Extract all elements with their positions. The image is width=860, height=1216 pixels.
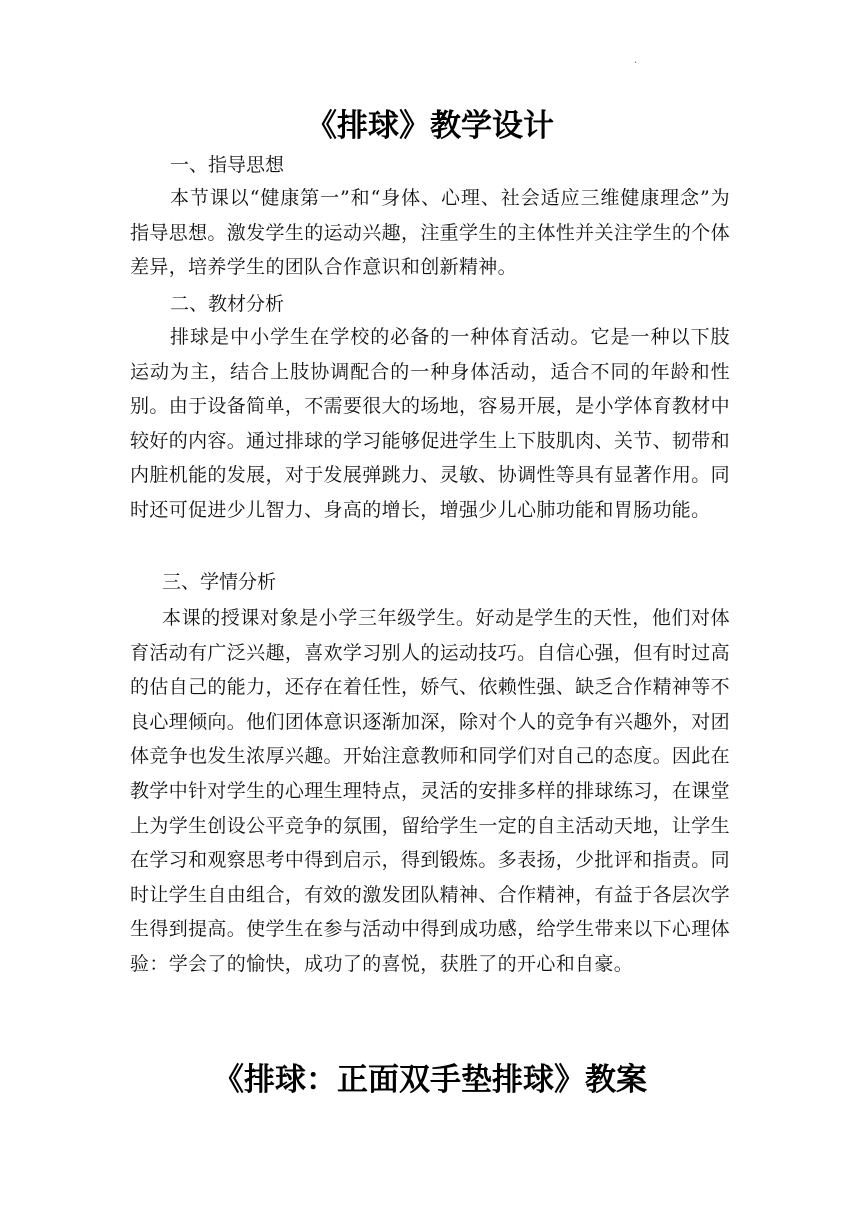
section-heading-material-analysis: 二、教材分析 — [170, 293, 285, 315]
lesson-plan-title: 《排球：正面双手垫排球》教案 — [213, 1062, 647, 1098]
document-title: 《排球》教学设计 — [306, 108, 554, 144]
section-body-guiding-thought: 本节课以“健康第一”和“身体、心理、社会适应三维健康理念”为指导思想。激发学生的运动兴趣，注重学生的主体性并关注学生的个体差异，培养学生的团队合作意识和创新精神。 — [130, 187, 730, 279]
section-body-learner-analysis: 本课的授课对象是小学三年级学生。好动是学生的天性，他们对体育活动有广泛兴趣，喜欢学习别人的运动技巧。自信心强，但有时过高的估自己的能力，还存在着任性，娇气、依赖性强、缺乏合作精神等不良心理倾向。他们团体意识逐渐加深，除对个人的竞争有兴趣外，对团体竞争也发生浓厚兴趣。开始注意教师和同学们对自己的态度。因此在教学中针对学生的心理生理特点，灵活的安排多样的排球练习，在课堂上为学生创设公平竞争的氛围，留给学生一定的自主活动天地，让学生在学习和观察思考中得到启示，得到锻炼。多表扬，少批评和指责。同时让学生自由组合，有效的激发团队精神、合作精神，有益于各层次学生得到提高。使学生在参与活动中得到成功感，给学生带来以下心理体验：学会了的愉快，成功了的喜悦，获胜了的开心和自豪。 — [130, 607, 730, 975]
section-heading-guiding-thought: 一、指导思想 — [170, 154, 285, 176]
section-body-material-analysis: 排球是中小学生在学校的必备的一种体育活动。它是一种以下肢运动为主，结合上肢协调配合的一种身体活动，适合不同的年龄和性别。由于设备简单，不需要很大的场地，容易开展，是小学体育教材中较好的内容。通过排球的学习能够促进学生上下肢肌肉、关节、韧带和内脏机能的发展，对于发展弹跳力、灵敏、协调性等具有显著作用。同时还可促进少儿智力、身高的增长，增强少儿心肺功能和胃肠功能。 — [130, 326, 730, 521]
section-heading-learner-analysis: 三、学情分析 — [162, 571, 277, 593]
corner-mark: . — [634, 55, 638, 66]
